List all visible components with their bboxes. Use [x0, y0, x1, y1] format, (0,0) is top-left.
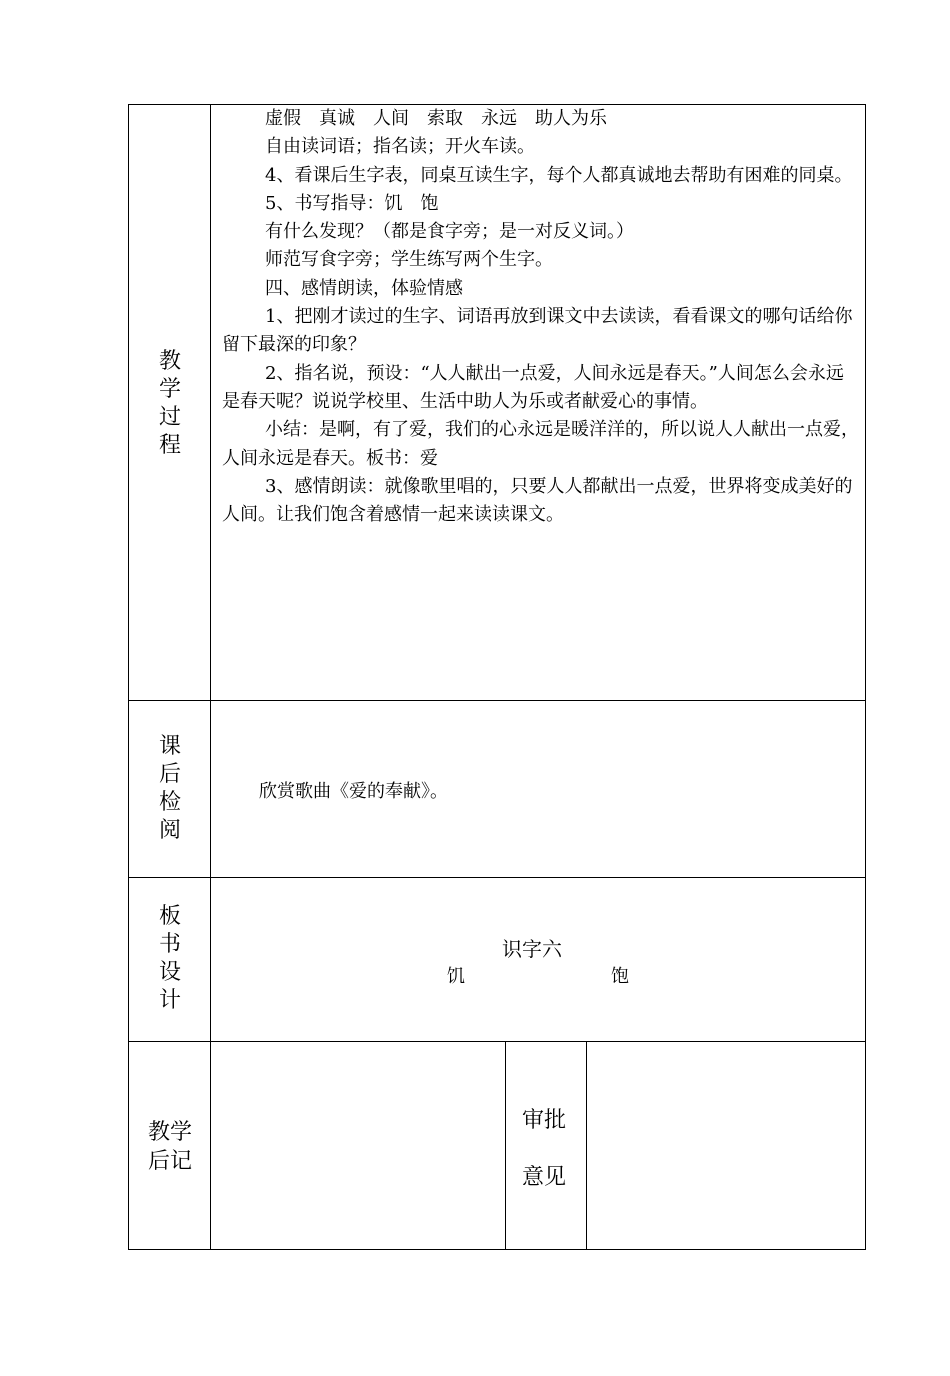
process-paragraph: 师范写食字旁；学生练写两个生字。 [265, 249, 553, 271]
process-label-char: 程 [158, 433, 181, 458]
process-paragraph: 3、感情朗读：就像歌里唱的，只要人人都献出一点爱，世界将变成美好的人间。让我们饱含着感情一起来读读课文。 [222, 475, 853, 526]
review-label [130, 733, 210, 845]
notes-label-line: 后记 [147, 1149, 192, 1174]
notes-content-cell [212, 1043, 504, 1248]
notes-label-line: 教学 [147, 1120, 192, 1145]
process-label-char: 教 [158, 349, 181, 374]
process-paragraph: 四、感情朗读，体验情感 [265, 277, 463, 299]
process-label-char: 学 [158, 377, 181, 402]
board-label-char: 板 [158, 904, 181, 929]
approval-label-line1: 审批 [522, 1108, 567, 1133]
approval-label-line2: 意见 [522, 1165, 567, 1190]
row-divider-3 [128, 1041, 866, 1042]
review-label-char: 检 [158, 790, 181, 815]
process-paragraph: 小结：是啊，有了爱，我们的心永远是暖洋洋的，所以说人人献出一点爱，人间永远是春天。板书：爱 [222, 419, 859, 469]
label-column-divider [210, 104, 211, 1250]
process-paragraph: 有什么发现？（都是食字旁；是一对反义词。） [265, 221, 634, 243]
table-bottom-border [128, 1249, 866, 1250]
board-label-char: 设 [158, 960, 181, 985]
process-paragraph: 虚假 真诚 人间 索取 永远 助人为乐 [265, 108, 607, 129]
table-right-border [865, 104, 866, 1250]
process-paragraph: 2、指名说，预设：“人人献出一点爱，人间永远是春天。”人间怎么会永远是春天呢？说说学校里、生活中助人为乐或者献爱心的事情。 [222, 362, 844, 412]
board-title: 识字六 [502, 937, 562, 961]
process-paragraph: 自由读词语；指名读；开火车读。 [265, 136, 535, 158]
notes-divider-2 [586, 1041, 587, 1249]
approval-content-cell [588, 1043, 864, 1248]
row-divider-1 [128, 700, 866, 701]
process-content [222, 105, 860, 529]
process-paragraph: 4、看课后生字表，同桌互读生字，每个人都真诚地去帮助有困难的同桌。 [265, 164, 853, 186]
board-label-char: 书 [158, 932, 181, 957]
board-right-char: 饱 [611, 966, 629, 987]
board-left-char: 饥 [447, 966, 465, 987]
review-label-char: 课 [158, 734, 181, 759]
board-label [130, 903, 210, 1015]
board-label-char: 计 [158, 988, 181, 1013]
table-left-border [128, 104, 129, 1250]
review-label-char: 阅 [158, 818, 181, 843]
review-text: 欣赏歌曲《爱的奉献》。 [259, 781, 448, 802]
process-paragraph: 5、书写指导：饥 饱 [265, 192, 439, 214]
row-divider-2 [128, 877, 866, 878]
process-label-char: 过 [158, 405, 181, 430]
review-label-char: 后 [158, 762, 181, 787]
notes-divider-1 [505, 1041, 506, 1249]
process-label [130, 348, 210, 460]
process-paragraph: 1、把刚才读过的生字、词语再放到课文中去读读，看看课文的哪句话给你留下最深的印象？ [222, 306, 853, 356]
notes-label [130, 1118, 210, 1176]
